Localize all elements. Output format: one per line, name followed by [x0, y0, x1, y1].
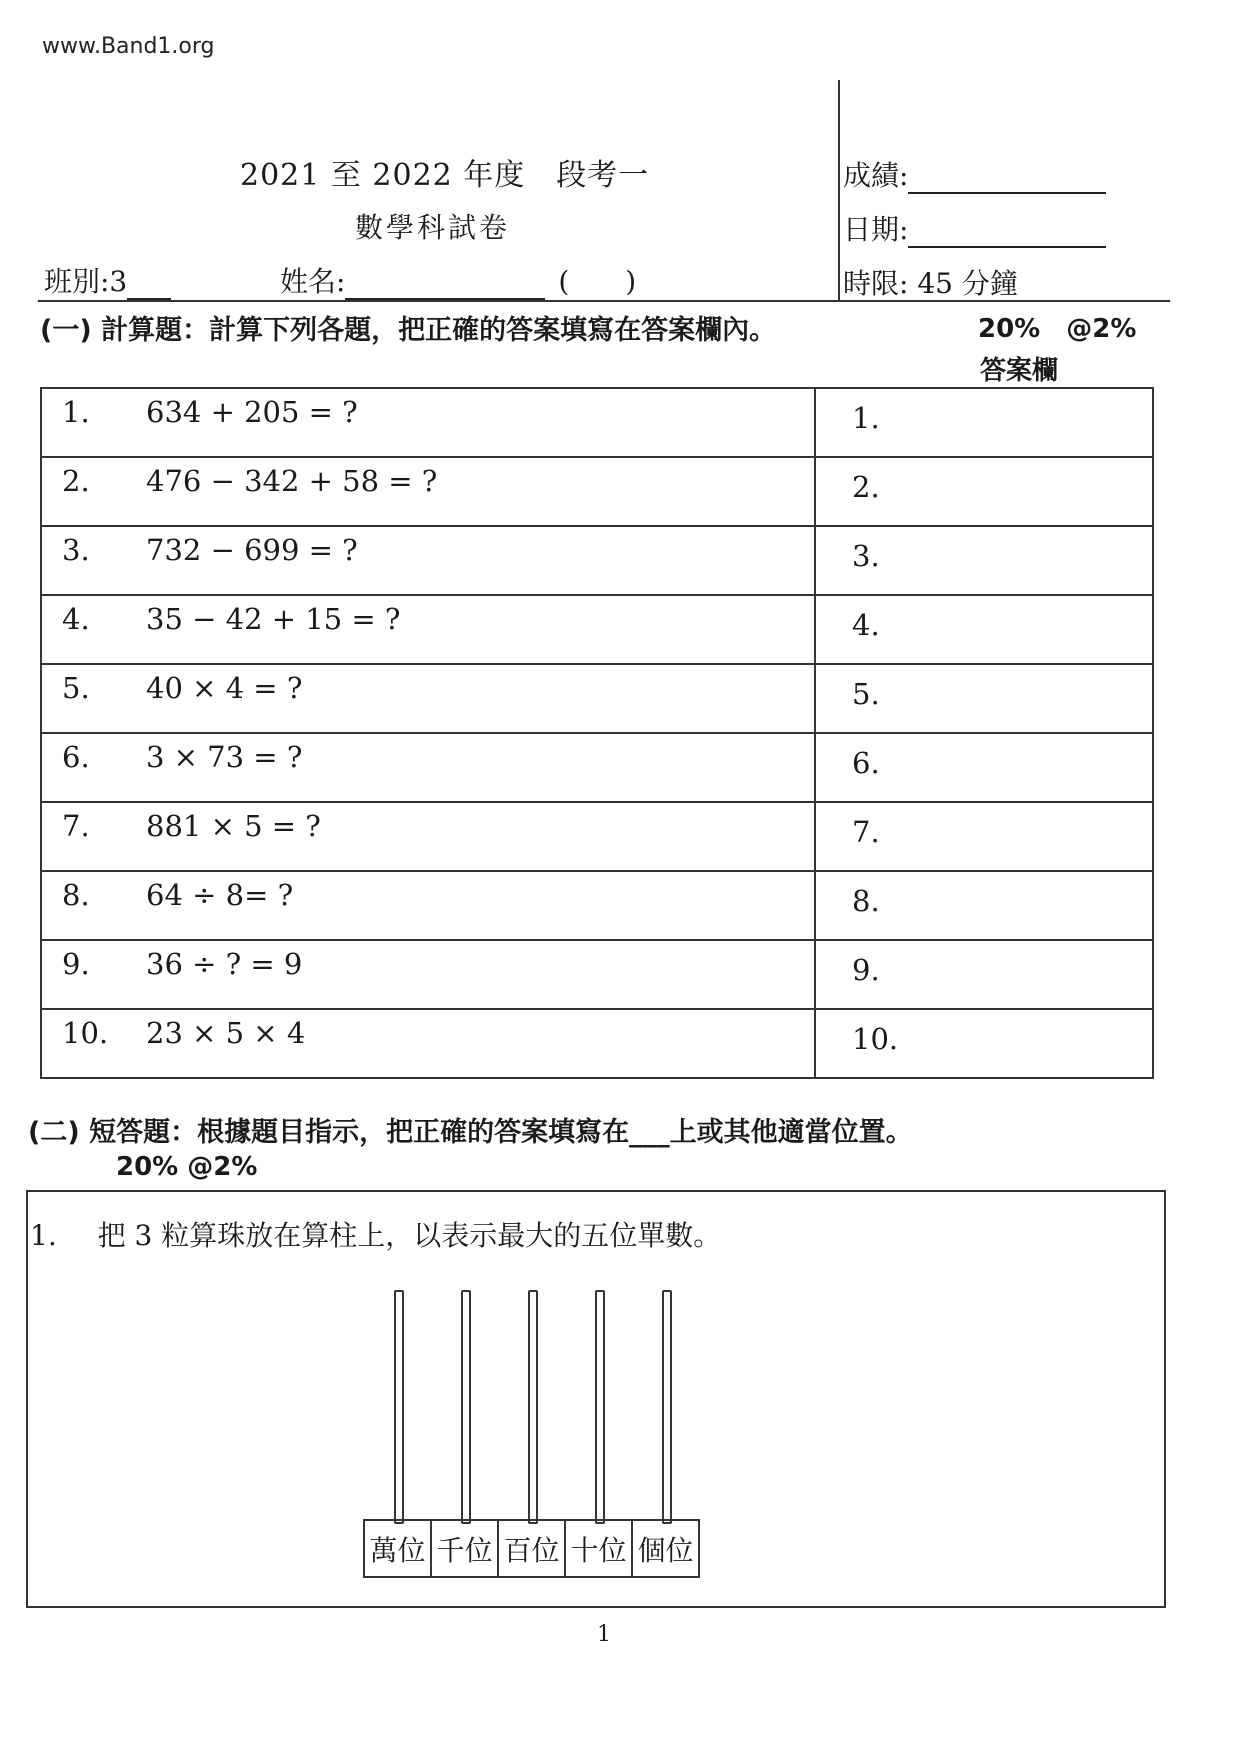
short-answer-q1 [30, 1214, 721, 1254]
page-number: 1 [597, 1622, 611, 1647]
place-tens: 十位 [566, 1521, 633, 1576]
place-value-labels [363, 1519, 700, 1578]
answer-column-label: 答案欄 [980, 356, 1059, 386]
place-ten-thousands: 萬位 [365, 1521, 432, 1576]
class-number-paren: ( ) [558, 265, 637, 298]
name-field[interactable] [280, 260, 636, 300]
answer-cell[interactable] [815, 940, 1153, 1009]
question-number: 5. [62, 671, 90, 705]
answer-cell[interactable] [815, 802, 1153, 871]
question-expression: 476 − 342 + 58 = ? [146, 464, 438, 498]
question-row [41, 733, 1153, 802]
section2-marks: 20% @2% [116, 1152, 258, 1182]
answer-number: 9. [852, 953, 880, 987]
question-number: 2. [62, 464, 90, 498]
question-row [41, 940, 1153, 1009]
question-expression: 634 + 205 = ? [146, 395, 358, 429]
answer-number: 5. [852, 677, 880, 711]
question-row [41, 664, 1153, 733]
question-cell [41, 871, 815, 940]
answer-number: 1. [852, 401, 880, 435]
answer-number: 2. [852, 470, 880, 504]
section1-heading: (一) 計算題：計算下列各題，把正確的答案填寫在答案欄內。 [40, 315, 777, 346]
question-expression: 36 ÷ ? = 9 [146, 947, 303, 981]
question-row [41, 871, 1153, 940]
name-label: 姓名: [280, 265, 346, 298]
answer-cell[interactable] [815, 733, 1153, 802]
place-thousands: 千位 [432, 1521, 499, 1576]
answer-number: 6. [852, 746, 880, 780]
question-expression: 3 × 73 = ? [146, 740, 303, 774]
answer-cell[interactable] [815, 1009, 1153, 1078]
question-expression: 881 × 5 = ? [146, 809, 321, 843]
section2-heading: (二) 短答題：根據題目指示，把正確的答案填寫在___上或其他適當位置。 [28, 1117, 913, 1148]
question-row [41, 802, 1153, 871]
question-row [41, 1009, 1153, 1078]
q1-text: 把 3 粒算珠放在算柱上，以表示最大的五位單數。 [97, 1219, 722, 1252]
question-number: 7. [62, 809, 90, 843]
question-number: 3. [62, 533, 90, 567]
question-cell [41, 1009, 815, 1078]
question-number: 4. [62, 602, 90, 636]
answer-number: 10. [852, 1022, 899, 1056]
answer-number: 7. [852, 815, 880, 849]
question-number: 6. [62, 740, 90, 774]
abacus-rod-ten-thousands[interactable] [394, 1290, 404, 1524]
question-cell [41, 526, 815, 595]
date-label: 日期: [843, 213, 909, 246]
question-number: 9. [62, 947, 90, 981]
question-number: 1. [62, 395, 90, 429]
question-row [41, 595, 1153, 664]
answer-number: 3. [852, 539, 880, 573]
question-cell [41, 802, 815, 871]
question-cell [41, 940, 815, 1009]
answer-number: 4. [852, 608, 880, 642]
question-row [41, 526, 1153, 595]
header-vertical-divider [838, 80, 840, 300]
question-row [41, 388, 1153, 457]
question-cell [41, 457, 815, 526]
answer-cell[interactable] [815, 388, 1153, 457]
abacus-rod-thousands[interactable] [461, 1290, 471, 1524]
answer-cell[interactable] [815, 457, 1153, 526]
answer-cell[interactable] [815, 526, 1153, 595]
exam-subject: 數學科試卷 [355, 211, 511, 244]
section1-marks: 20% @2% [978, 314, 1137, 344]
place-hundreds: 百位 [499, 1521, 566, 1576]
answer-cell[interactable] [815, 595, 1153, 664]
question-expression: 64 ÷ 8= ? [146, 878, 294, 912]
question-cell [41, 664, 815, 733]
exam-title: 2021 至 2022 年度 段考一 [240, 158, 650, 193]
date-field[interactable] [843, 208, 1106, 248]
q1-number: 1. [30, 1219, 57, 1252]
question-cell [41, 595, 815, 664]
score-label: 成績: [843, 159, 909, 192]
time-limit: 時限: 45 分鐘 [843, 267, 1018, 300]
question-expression: 35 − 42 + 15 = ? [146, 602, 401, 636]
question-cell [41, 733, 815, 802]
abacus-rod-hundreds[interactable] [528, 1290, 538, 1524]
website-watermark: www.Band1.org [42, 34, 215, 59]
question-number: 10. [62, 1016, 109, 1050]
question-expression: 23 × 5 × 4 [146, 1016, 306, 1050]
abacus-rod-ones[interactable] [662, 1290, 672, 1524]
answer-number: 8. [852, 884, 880, 918]
question-expression: 40 × 4 = ? [146, 671, 303, 705]
question-cell [41, 388, 815, 457]
question-number: 8. [62, 878, 90, 912]
abacus-rod-tens[interactable] [595, 1290, 605, 1524]
question-expression: 732 − 699 = ? [146, 533, 358, 567]
answer-cell[interactable] [815, 871, 1153, 940]
calculation-table [40, 387, 1154, 1079]
score-field[interactable] [843, 154, 1106, 194]
class-label: 班別:3 [44, 260, 171, 300]
answer-cell[interactable] [815, 664, 1153, 733]
place-ones: 個位 [637, 1533, 694, 1567]
question-row [41, 457, 1153, 526]
